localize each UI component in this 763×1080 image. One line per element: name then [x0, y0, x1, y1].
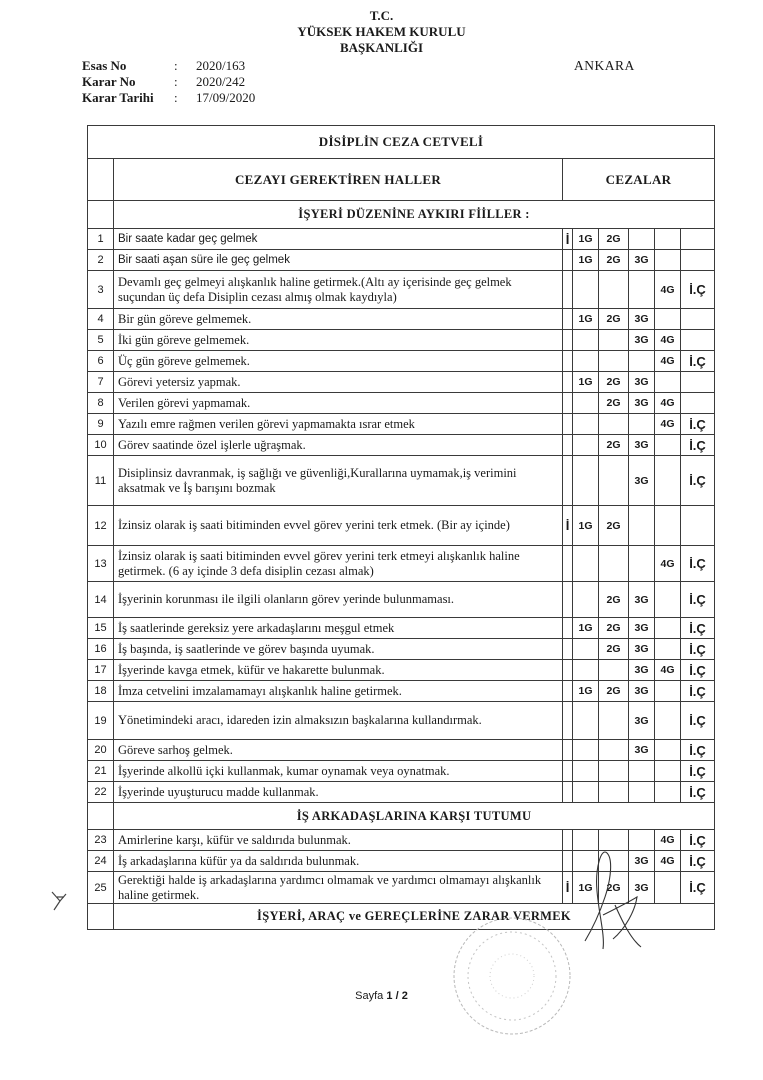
table-row — [88, 506, 715, 546]
penalty-cell: İ.Ç — [681, 782, 715, 803]
penalty-cell — [655, 309, 681, 330]
table-row — [88, 681, 715, 702]
penalty-cell: 2G — [599, 309, 629, 330]
penalty-cell — [573, 740, 599, 761]
column-header-cases: CEZAYI GEREKTİREN HALLER — [114, 159, 563, 201]
table-row — [88, 618, 715, 639]
row-number: 3 — [88, 271, 114, 309]
penalty-cell — [573, 702, 599, 740]
penalty-cell — [563, 639, 573, 660]
row-number: 21 — [88, 761, 114, 782]
penalty-cell: 4G — [655, 546, 681, 582]
penalty-cell: 1G — [573, 372, 599, 393]
penalty-cell: 3G — [629, 372, 655, 393]
colon: : — [174, 74, 178, 89]
penalty-cell: 1G — [573, 872, 599, 904]
penalty-cell — [563, 393, 573, 414]
penalty-cell: 1G — [573, 618, 599, 639]
row-number: 6 — [88, 351, 114, 372]
penalty-cell: İ.Ç — [681, 872, 715, 904]
table-row — [88, 414, 715, 435]
penalty-cell: 1G — [573, 506, 599, 546]
penalty-cell: İ.Ç — [681, 660, 715, 681]
penalty-cell — [573, 330, 599, 351]
penalty-cell — [599, 740, 629, 761]
row-number: 23 — [88, 830, 114, 851]
column-header-penalties: CEZALAR — [563, 159, 715, 201]
penalty-cell: 4G — [655, 351, 681, 372]
esas-value: 2020/163 — [196, 58, 246, 73]
penalty-cell — [573, 435, 599, 456]
penalty-cell — [629, 782, 655, 803]
table-row — [88, 660, 715, 681]
penalty-cell — [573, 582, 599, 618]
colon: : — [174, 90, 178, 105]
penalty-cell — [573, 546, 599, 582]
penalty-cell: İ.Ç — [681, 271, 715, 309]
penalty-cell: 2G — [599, 435, 629, 456]
table-row — [88, 330, 715, 351]
penalty-cell: 1G — [573, 229, 599, 250]
row-description: İş başında, iş saatlerinde ve görev başında uyumak. — [114, 639, 563, 660]
penalty-cell: 4G — [655, 851, 681, 872]
row-description: Üç gün göreve gelmemek. — [114, 351, 563, 372]
row-number: 4 — [88, 309, 114, 330]
penalty-cell: 3G — [629, 851, 655, 872]
row-number: 16 — [88, 639, 114, 660]
penalty-cell — [655, 506, 681, 546]
table-row — [88, 351, 715, 372]
penalty-cell — [563, 372, 573, 393]
row-description: Bir saati aşan süre ile geç gelmek — [114, 250, 563, 271]
penalty-cell — [655, 761, 681, 782]
penalty-cell — [573, 639, 599, 660]
penalty-cell — [681, 330, 715, 351]
row-number: 7 — [88, 372, 114, 393]
penalty-cell: 4G — [655, 271, 681, 309]
tarih-value: 17/09/2020 — [196, 90, 256, 105]
table-row — [88, 393, 715, 414]
penalty-cell — [655, 435, 681, 456]
row-description: Görevi yetersiz yapmak. — [114, 372, 563, 393]
empty-cell — [88, 159, 114, 201]
penalty-cell — [563, 761, 573, 782]
row-description: Gerektiği halde iş arkadaşlarına yardımcı olmamak ve yardımcı olmamayı alışkanlık haline getirmek. — [114, 872, 563, 904]
row-description: İki gün göreve gelmemek. — [114, 330, 563, 351]
colon: : — [174, 58, 178, 73]
penalty-cell — [629, 506, 655, 546]
penalty-cell — [563, 830, 573, 851]
karar-label: Karar No — [82, 74, 136, 89]
row-number: 18 — [88, 681, 114, 702]
penalty-cell: 1G — [573, 681, 599, 702]
penalty-cell — [573, 660, 599, 681]
row-number: 14 — [88, 582, 114, 618]
row-description: Verilen görevi yapmamak. — [114, 393, 563, 414]
penalty-cell — [681, 229, 715, 250]
penalty-cell — [681, 372, 715, 393]
row-number: 5 — [88, 330, 114, 351]
penalty-cell — [655, 702, 681, 740]
penalty-cell: İ — [563, 229, 573, 250]
tarih-label: Karar Tarihi — [82, 90, 154, 105]
penalty-cell — [599, 271, 629, 309]
penalty-cell — [681, 309, 715, 330]
row-description: İmza cetvelini imzalamamayı alışkanlık haline getirmek. — [114, 681, 563, 702]
penalty-cell — [563, 582, 573, 618]
penalty-cell — [655, 250, 681, 271]
row-description: Göreve sarhoş gelmek. — [114, 740, 563, 761]
penalty-cell — [573, 782, 599, 803]
penalty-table — [87, 125, 715, 930]
row-number: 17 — [88, 660, 114, 681]
row-description: İzinsiz olarak iş saati bitiminden evvel görev yerini terk etmek. (Bir ay içinde) — [114, 506, 563, 546]
margin-check-mark — [48, 888, 70, 914]
row-description: Yönetimindeki aracı, idareden izin almaksızın başkalarına kullandırmak. — [114, 702, 563, 740]
penalty-cell — [629, 546, 655, 582]
row-description: Görev saatinde özel işlerle uğraşmak. — [114, 435, 563, 456]
penalty-cell — [655, 229, 681, 250]
penalty-cell: İ.Ç — [681, 761, 715, 782]
penalty-cell — [629, 351, 655, 372]
penalty-cell: 4G — [655, 660, 681, 681]
penalty-cell: 4G — [655, 830, 681, 851]
penalty-cell: İ.Ç — [681, 456, 715, 506]
penalty-cell — [599, 761, 629, 782]
section-heading: İŞYERİ DÜZENİNE AYKIRI FİİLLER : — [114, 201, 715, 229]
penalty-cell — [655, 639, 681, 660]
penalty-cell: 3G — [629, 872, 655, 904]
row-description: İzinsiz olarak iş saati bitiminden evvel görev yerini terk etmeyi alışkanlık haline getirmek. (6 ay içinde 3 defa disiplin cezası almak) — [114, 546, 563, 582]
table-title: DİSİPLİN CEZA CETVELİ — [88, 126, 715, 159]
empty-cell — [88, 904, 114, 930]
penalty-cell — [629, 761, 655, 782]
penalty-cell: İ.Ç — [681, 414, 715, 435]
section-row — [88, 803, 715, 830]
header-line-presidency: BAŞKANLIĞI — [339, 40, 424, 55]
row-description: Bir saate kadar geç gelmek — [114, 229, 563, 250]
penalty-cell — [629, 414, 655, 435]
row-number: 20 — [88, 740, 114, 761]
penalty-cell: 3G — [629, 330, 655, 351]
penalty-cell: 3G — [629, 250, 655, 271]
table-row — [88, 435, 715, 456]
row-description: Bir gün göreve gelmemek. — [114, 309, 563, 330]
header-line-institution: YÜKSEK HAKEM KURULU — [297, 24, 466, 39]
city-name: ANKARA — [574, 58, 635, 73]
section-row — [88, 201, 715, 229]
penalty-cell: 2G — [599, 250, 629, 271]
penalty-cell: 2G — [599, 393, 629, 414]
penalty-cell — [573, 271, 599, 309]
penalty-cell — [655, 582, 681, 618]
penalty-cell: İ.Ç — [681, 618, 715, 639]
penalty-cell: 2G — [599, 372, 629, 393]
penalty-cell — [573, 761, 599, 782]
penalty-cell — [563, 618, 573, 639]
penalty-cell — [655, 872, 681, 904]
penalty-cell — [563, 414, 573, 435]
penalty-cell: İ.Ç — [681, 435, 715, 456]
penalty-cell: 4G — [655, 330, 681, 351]
penalty-cell — [655, 456, 681, 506]
row-number: 8 — [88, 393, 114, 414]
penalty-cell — [681, 250, 715, 271]
row-number: 15 — [88, 618, 114, 639]
penalty-cell — [655, 740, 681, 761]
table-row — [88, 271, 715, 309]
official-seal — [448, 912, 576, 1040]
empty-cell — [88, 803, 114, 830]
penalty-cell — [629, 271, 655, 309]
penalty-cell: İ — [563, 506, 573, 546]
penalty-cell — [573, 414, 599, 435]
row-number: 13 — [88, 546, 114, 582]
row-number: 1 — [88, 229, 114, 250]
row-number: 25 — [88, 872, 114, 904]
penalty-cell — [655, 782, 681, 803]
row-description: İşyerinde kavga etmek, küfür ve hakarette bulunmak. — [114, 660, 563, 681]
penalty-cell: İ — [563, 872, 573, 904]
section-heading: İŞYERİ, ARAÇ ve GEREÇLERİNE ZARAR VERMEK — [114, 904, 715, 930]
row-number: 9 — [88, 414, 114, 435]
header-line-tc: T.C. — [369, 8, 394, 23]
table-row — [88, 782, 715, 803]
penalty-cell: İ.Ç — [681, 851, 715, 872]
penalty-cell: 3G — [629, 456, 655, 506]
row-description: Disiplinsiz davranmak, iş sağlığı ve güvenliği,Kurallarına uymamak,iş verimini aksatmak ve İş barışını bozmak — [114, 456, 563, 506]
row-number: 2 — [88, 250, 114, 271]
penalty-cell: 1G — [573, 309, 599, 330]
penalty-cell — [599, 330, 629, 351]
penalty-cell: İ.Ç — [681, 582, 715, 618]
penalty-cell: 3G — [629, 681, 655, 702]
penalty-cell — [563, 435, 573, 456]
penalty-cell — [573, 393, 599, 414]
penalty-cell: İ.Ç — [681, 740, 715, 761]
penalty-cell: 3G — [629, 618, 655, 639]
row-description: İş saatlerinde gereksiz yere arkadaşlarını meşgul etmek — [114, 618, 563, 639]
table-row — [88, 702, 715, 740]
penalty-cell: İ.Ç — [681, 546, 715, 582]
penalty-cell — [655, 681, 681, 702]
penalty-cell: 3G — [629, 639, 655, 660]
table-row — [88, 250, 715, 271]
penalty-cell — [563, 681, 573, 702]
penalty-cell — [599, 456, 629, 506]
table-row — [88, 546, 715, 582]
penalty-cell: 2G — [599, 582, 629, 618]
table-row — [88, 456, 715, 506]
penalty-cell — [563, 546, 573, 582]
penalty-cell: İ.Ç — [681, 351, 715, 372]
penalty-cell: 2G — [599, 681, 629, 702]
penalty-cell — [563, 740, 573, 761]
penalty-cell: 2G — [599, 639, 629, 660]
row-description: İşyerinde alkollü içki kullanmak, kumar oynamak veya oynatmak. — [114, 761, 563, 782]
column-header-row — [88, 159, 715, 201]
table-row — [88, 372, 715, 393]
table-row — [88, 639, 715, 660]
page-label: Sayfa — [355, 990, 384, 1002]
page-separator: / — [395, 990, 399, 1002]
table-row — [88, 309, 715, 330]
penalty-cell: 2G — [599, 506, 629, 546]
penalty-cell — [599, 702, 629, 740]
penalty-cell: 3G — [629, 702, 655, 740]
signature-scribble — [575, 845, 655, 955]
penalty-cell — [563, 660, 573, 681]
penalty-cell: İ.Ç — [681, 702, 715, 740]
karar-value: 2020/242 — [196, 74, 246, 89]
penalty-cell — [563, 271, 573, 309]
penalty-cell: 4G — [655, 414, 681, 435]
row-number: 10 — [88, 435, 114, 456]
table-row — [88, 761, 715, 782]
penalty-cell — [599, 660, 629, 681]
penalty-cell — [599, 782, 629, 803]
row-description: Amirlerine karşı, küfür ve saldırıda bulunmak. — [114, 830, 563, 851]
penalty-cell: 3G — [629, 393, 655, 414]
penalty-cell — [563, 851, 573, 872]
penalty-cell: 3G — [629, 435, 655, 456]
penalty-cell — [563, 456, 573, 506]
empty-cell — [88, 201, 114, 229]
penalty-cell — [563, 702, 573, 740]
penalty-cell: İ.Ç — [681, 830, 715, 851]
esas-label: Esas No — [82, 58, 127, 73]
row-number: 12 — [88, 506, 114, 546]
row-description: Devamlı geç gelmeyi alışkanlık haline getirmek.(Altı ay içerisinde geç gelmek suçundan üç defa Disiplin cezası almış olmak kaydıyla) — [114, 271, 563, 309]
row-description: İşyerinde uyuşturucu madde kullanmak. — [114, 782, 563, 803]
penalty-cell — [629, 229, 655, 250]
penalty-cell — [681, 393, 715, 414]
row-description: İş arkadaşlarına küfür ya da saldırıda bulunmak. — [114, 851, 563, 872]
penalty-cell: 2G — [599, 618, 629, 639]
penalty-cell — [599, 546, 629, 582]
penalty-cell — [599, 351, 629, 372]
row-description: İşyerinin korunması ile ilgili olanların görev yerinde bulunmaması. — [114, 582, 563, 618]
row-description: Yazılı emre rağmen verilen görevi yapmamakta ısrar etmek — [114, 414, 563, 435]
row-number: 19 — [88, 702, 114, 740]
penalty-cell — [563, 250, 573, 271]
row-number: 11 — [88, 456, 114, 506]
page-footer — [0, 990, 763, 1002]
penalty-cell: 3G — [629, 309, 655, 330]
penalty-cell: 3G — [629, 660, 655, 681]
table-row — [88, 740, 715, 761]
case-metadata — [82, 58, 255, 106]
page-total: 2 — [401, 990, 408, 1002]
penalty-cell — [599, 414, 629, 435]
row-number: 24 — [88, 851, 114, 872]
section-heading: İŞ ARKADAŞLARINA KARŞI TUTUMU — [114, 803, 715, 830]
table-row — [88, 582, 715, 618]
penalty-cell: İ.Ç — [681, 681, 715, 702]
table-title-row — [88, 126, 715, 159]
penalty-cell — [655, 618, 681, 639]
penalty-cell: 4G — [655, 393, 681, 414]
penalty-cell: 3G — [629, 740, 655, 761]
penalty-cell: 2G — [599, 872, 629, 904]
page-current: 1 — [386, 990, 393, 1002]
penalty-cell — [655, 372, 681, 393]
penalty-cell — [563, 782, 573, 803]
penalty-cell — [563, 330, 573, 351]
penalty-cell: 1G — [573, 250, 599, 271]
row-number: 22 — [88, 782, 114, 803]
penalty-cell: 3G — [629, 582, 655, 618]
penalty-cell: İ.Ç — [681, 639, 715, 660]
table-row — [88, 229, 715, 250]
penalty-cell — [563, 309, 573, 330]
penalty-cell: 2G — [599, 229, 629, 250]
penalty-cell — [681, 506, 715, 546]
penalty-cell — [563, 351, 573, 372]
penalty-cell — [573, 351, 599, 372]
penalty-cell — [573, 456, 599, 506]
